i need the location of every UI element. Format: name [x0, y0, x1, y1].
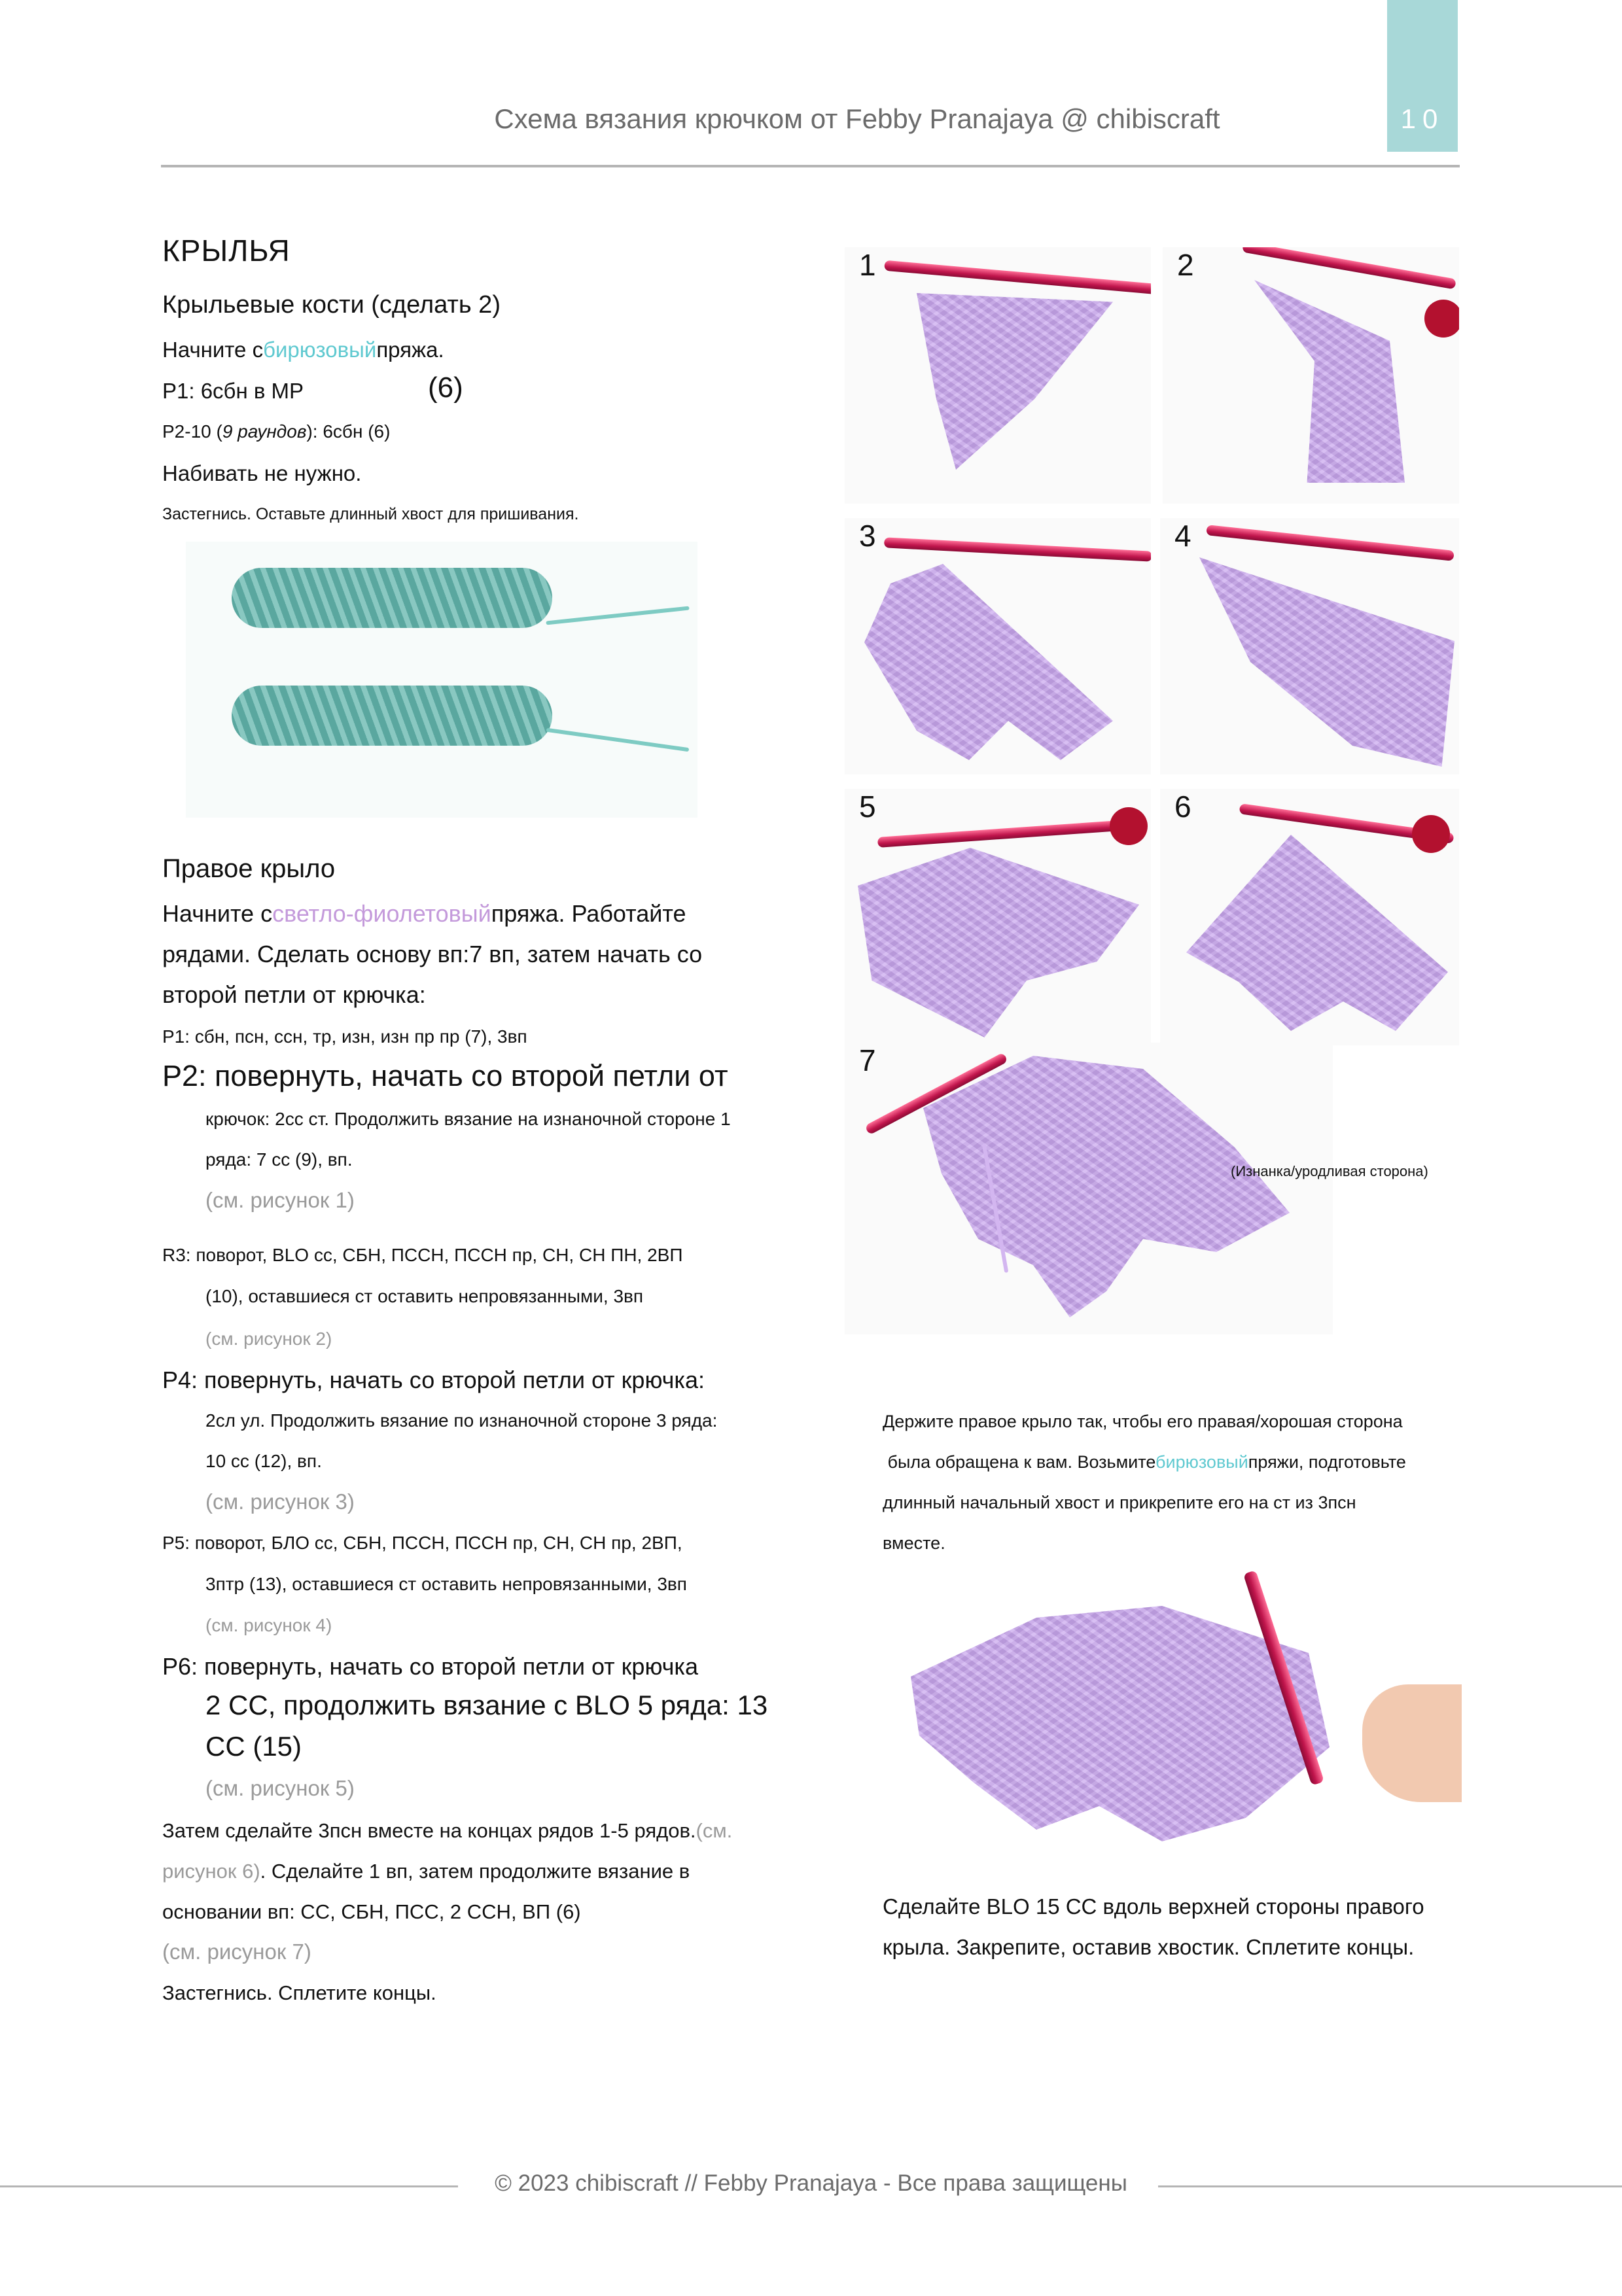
step-number: 3	[859, 519, 876, 553]
row-1: Р1: сбн, псн, ссн, тр, изн, изн пр пр (7), 3вп	[162, 1026, 527, 1047]
right-wing-start-line-3: второй петли от крючка:	[162, 981, 426, 1008]
row-2-line-2: крючок: 2сс ст. Продолжить вязание на изнаночной стороне 1	[205, 1109, 731, 1129]
crochet-piece	[923, 1056, 1290, 1317]
row-2-line-3: ряда: 7 сс (9), вп.	[205, 1149, 353, 1170]
bones-round-1-count: (6)	[428, 372, 463, 404]
row-3-line-2: (10), оставшиеся ст оставить непровязанными, 3вп	[205, 1286, 644, 1306]
step-number: 5	[859, 790, 876, 824]
crochet-hook	[1206, 525, 1455, 561]
fasten-off-line: Застегнись. Сплетите концы.	[162, 1981, 436, 2004]
figure-1-ref: (см. рисунок 1)	[205, 1188, 355, 1212]
step-number: 7	[859, 1043, 876, 1077]
row-4-line-2: 2сл ул. Продолжить вязание по изнаночной стороне 3 ряда:	[205, 1410, 718, 1431]
step-photo-1	[845, 247, 1151, 504]
final-instruction-line-2: крыла. Закрепите, оставив хвостик. Сплетите концы.	[883, 1935, 1415, 1959]
crochet-piece	[864, 564, 1126, 760]
final-rows-line-3: основании вп: СС, СБН, ПСС, 2 ССН, ВП (6)	[162, 1900, 581, 1923]
section-heading: КРЫЛЬЯ	[162, 234, 291, 268]
step-number: 4	[1174, 519, 1191, 553]
bones-round-1: Р1: 6сбн в МР	[162, 379, 304, 403]
step-number: 1	[859, 248, 876, 282]
hook-handle	[1110, 807, 1148, 845]
page-number: 10	[1400, 103, 1445, 134]
figure-3-ref: (см. рисунок 3)	[205, 1489, 355, 1514]
header-title: Схема вязания крючком от Febby Pranajaya @ chibiscraft	[494, 103, 1220, 134]
hook-handle	[1424, 300, 1459, 338]
step-number: 2	[1177, 248, 1194, 282]
right-wing-start-line-1: Начните ссветло-фиолетовыйпряжа. Работайте	[162, 900, 686, 927]
hold-line-1: Держите правое крыло так, чтобы его правая/хорошая сторона	[883, 1412, 1403, 1431]
final-instruction-line-1: Сделайте BLO 15 СС вдоль верхней стороны правого	[883, 1894, 1424, 1919]
right-wing-title: Правое крыло	[162, 854, 336, 883]
finger	[1362, 1684, 1462, 1802]
footer-copyright: © 2023 chibiscraft // Febby Pranajaya - Все права защищены	[495, 2170, 1127, 2196]
teal-color-word: бирюзовый	[263, 338, 377, 362]
final-rows-line-2: рисунок 6). Сделайте 1 вп, затем продолжите вязание в	[162, 1860, 690, 1883]
hold-line-4: вместе.	[883, 1533, 945, 1553]
crochet-hook	[884, 260, 1151, 295]
step-photo-6	[1160, 789, 1459, 1045]
yarn-tail-top	[546, 606, 689, 625]
hold-line-3: длинный начальный хвост и прикрепите его на ст из 3псн	[883, 1493, 1356, 1512]
step-photo-7	[845, 1043, 1333, 1334]
step-photo-3	[845, 518, 1151, 774]
row-6-line-3: СС (15)	[205, 1731, 302, 1762]
row-5: Р5: поворот, БЛО сс, СБН, ПССН, ПССН пр, СН, СН пр, 2ВП,	[162, 1533, 682, 1553]
bones-fasten-note: Застегнись. Оставьте длинный хвост для пришивания.	[162, 505, 579, 523]
yarn-tail-bottom	[546, 728, 690, 752]
hook-handle	[1412, 815, 1450, 853]
row-3: R3: поворот, BLO сс, СБН, ПССН, ПССН пр, СН, СН ПН, 2ВП	[162, 1245, 683, 1265]
row-4: Р4: повернуть, начать со второй петли от крючка:	[162, 1366, 705, 1393]
photo-7-caption: (Изнанка/уродливая сторона)	[1231, 1163, 1428, 1179]
crochet-piece	[1199, 557, 1455, 767]
wing-bones-photo	[186, 542, 697, 818]
figure-7-ref: (см. рисунок 7)	[162, 1939, 311, 1964]
wing-bone-bottom	[232, 686, 552, 746]
bones-stuff-note: Набивать не нужно.	[162, 461, 362, 485]
bones-title: Крыльевые кости (сделать 2)	[162, 291, 501, 319]
bones-start-line: Начните сбирюзовыйпряжа.	[162, 338, 444, 362]
row-4-line-3: 10 сс (12), вп.	[205, 1451, 322, 1471]
crochet-piece	[1186, 835, 1448, 1031]
crochet-hook	[1242, 247, 1456, 290]
step-photo-2	[1163, 247, 1459, 504]
crochet-piece	[1254, 280, 1405, 483]
step-number: 6	[1174, 790, 1191, 824]
crochet-piece	[917, 293, 1113, 470]
bones-round-2-10: Р2-10 (9 раундов): 6сбн (6)	[162, 421, 391, 442]
final-rows-line-1: Затем сделайте 3псн вместе на концах рядов 1-5 рядов.(см.	[162, 1819, 733, 1842]
wing-bone-top	[232, 568, 552, 628]
crochet-hook	[884, 537, 1151, 561]
figure-2-ref: (см. рисунок 2)	[205, 1329, 332, 1349]
hold-line-2: была обращена к вам. Возьмитебирюзовыйпряжи, подготовьте	[883, 1452, 1406, 1472]
figure-4-ref: (см. рисунок 4)	[205, 1615, 332, 1635]
step-photo-4	[1160, 518, 1459, 774]
step-photo-5	[845, 789, 1151, 1045]
wing-edge-photo	[858, 1567, 1462, 1853]
crochet-hook	[877, 819, 1139, 848]
crochet-piece	[858, 848, 1139, 1037]
right-wing-start-line-2: рядами. Сделать основу вп:7 вп, затем начать со	[162, 941, 703, 967]
figure-5-ref: (см. рисунок 5)	[205, 1776, 355, 1800]
row-5-line-2: 3птр (13), оставшиеся ст оставить непровязанными, 3вп	[205, 1574, 687, 1594]
row-2: Р2: повернуть, начать со второй петли от	[162, 1059, 728, 1092]
purple-color-word: светло-фиолетовый	[272, 900, 491, 927]
row-6: Р6: повернуть, начать со второй петли от крючка	[162, 1653, 698, 1680]
row-6-line-2: 2 СС, продолжить вязание с BLO 5 ряда: 13	[205, 1690, 768, 1720]
header-divider	[161, 165, 1460, 167]
